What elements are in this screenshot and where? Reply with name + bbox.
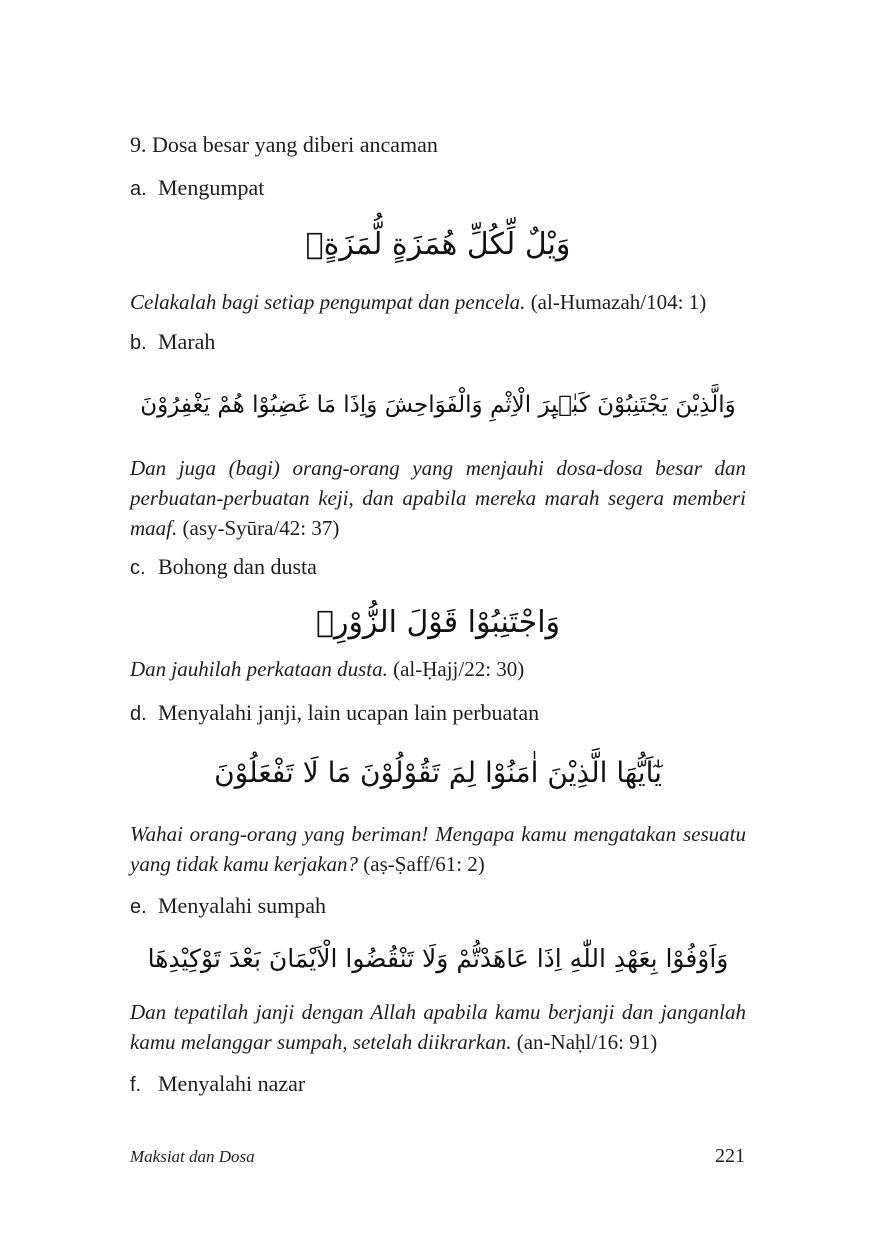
arabic-verse-d: يٰٓاَيُّهَا الَّذِيْنَ اٰمَنُوْا لِمَ تَقُوْلُوْنَ مَا لَا تَفْعَلُوْنَ	[214, 756, 662, 789]
subheading-letter: f.	[130, 1074, 142, 1096]
translation-text: Dan juga (bagi) orang-orang yang menjauhi dosa-dosa besar dan perbuatan-perbuatan keji, dan apabila mereka marah segera memberi maaf.	[130, 456, 746, 540]
subheading-title: Menyalahi sumpah	[158, 893, 327, 918]
arabic-verse-b: وَالَّذِيْنَ يَجْتَنِبُوْنَ كَبٰۤىِٕرَ الْاِثْمِ وَالْفَوَاحِشَ وَاِذَا مَا غَضِبُوْا هُمْ يَغْفِرُوْنَ	[140, 392, 736, 418]
subheading-title: Menyalahi nazar	[158, 1071, 306, 1096]
verse-reference: (al-Ḥajj/22: 30)	[393, 657, 525, 681]
subheading-e	[130, 892, 326, 921]
arabic-verse-e: وَاَوْفُوْا بِعَهْدِ اللّٰهِ اِذَا عَاهَدْتُّمْ وَلَا تَنْقُضُوا الْاَيْمَانَ بَعْدَ تَوْكِيْدِهَا	[147, 944, 729, 973]
verse-reference: (an-Naḥl/16: 91)	[516, 1030, 658, 1054]
translation-c	[130, 654, 746, 684]
subheading-b	[130, 328, 215, 357]
verse-reference: (al-Humazah/104: 1)	[530, 290, 707, 314]
subheading-letter: c.	[130, 557, 146, 579]
verse-reference: (asy-Syūra/42: 37)	[182, 516, 340, 540]
arabic-verse-a: وَيْلٌ لِّكُلِّ هُمَزَةٍ لُّمَزَةٍۙ	[305, 227, 571, 262]
arabic-verse-c: وَاجْتَنِبُوْا قَوْلَ الزُّوْرِۙ	[315, 605, 561, 640]
page-number: 221	[715, 1145, 745, 1167]
translation-a	[130, 287, 746, 317]
translation-text: Dan tepatilah janji dengan Allah apabila kamu berjanji dan janganlah kamu melanggar sumpah, setelah diikrarkan.	[130, 1000, 746, 1054]
subheading-letter: a.	[130, 178, 147, 200]
translation-b	[130, 453, 746, 543]
translation-e	[130, 997, 746, 1057]
subheading-title: Menyalahi janji, lain ucapan lain perbuatan	[158, 700, 540, 725]
translation-text: Celakalah bagi setiap pengumpat dan pencela.	[130, 290, 526, 314]
translation-d	[130, 819, 746, 879]
subheading-title: Marah	[158, 329, 216, 354]
subheading-title: Mengumpat	[158, 175, 265, 200]
verse-reference: (aṣ-Ṣaff/61: 2)	[363, 852, 485, 876]
subheading-letter: b.	[130, 332, 147, 354]
subheading-title: Bohong dan dusta	[158, 554, 317, 579]
translation-text: Wahai orang-orang yang beriman! Mengapa kamu mengatakan sesuatu yang tidak kamu kerjakan?	[130, 822, 746, 876]
translation-text: Dan jauhilah perkataan dusta.	[130, 657, 388, 681]
subheading-letter: e.	[130, 896, 147, 918]
subheading-d	[130, 699, 539, 728]
section-heading: 9. Dosa besar yang diberi ancaman	[130, 132, 438, 157]
subheading-a	[130, 174, 264, 203]
subheading-f	[130, 1070, 305, 1099]
subheading-letter: d.	[130, 703, 147, 725]
running-footer-title: Maksiat dan Dosa	[130, 1147, 255, 1166]
subheading-c	[130, 553, 317, 582]
